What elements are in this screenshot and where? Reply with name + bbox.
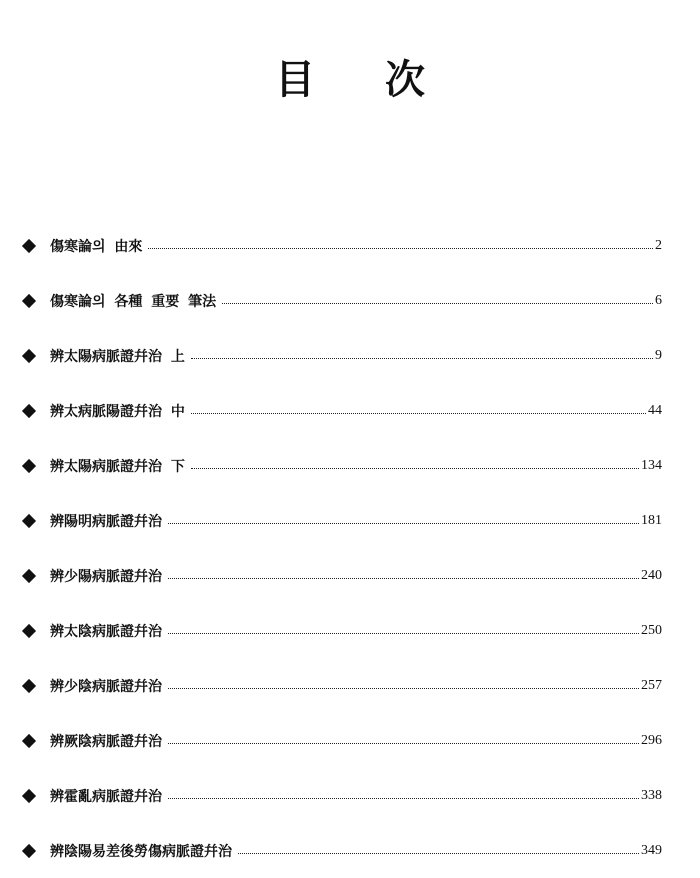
toc-entry-page: 44 bbox=[648, 402, 662, 418]
toc-entry[interactable] bbox=[22, 823, 662, 878]
dot-leader bbox=[191, 468, 639, 469]
toc-entry[interactable] bbox=[22, 603, 662, 658]
toc-entry-title: 辨少陰病脈證幷治 bbox=[50, 678, 162, 695]
toc-entry[interactable] bbox=[22, 713, 662, 768]
toc-entry[interactable] bbox=[22, 548, 662, 603]
dot-leader bbox=[191, 413, 646, 414]
toc-entry[interactable] bbox=[22, 328, 662, 383]
dot-leader bbox=[168, 688, 639, 689]
toc-entry-page: 9 bbox=[655, 347, 662, 363]
toc-entry-page: 240 bbox=[641, 567, 662, 583]
toc-entry[interactable] bbox=[22, 438, 662, 493]
dot-leader bbox=[222, 303, 653, 304]
toc-entry-page: 2 bbox=[655, 237, 662, 253]
dot-leader bbox=[168, 633, 639, 634]
diamond-bullet-icon bbox=[22, 568, 36, 582]
toc-entry-title: 辨太陽病脈證幷治 上 bbox=[50, 348, 185, 365]
dot-leader bbox=[168, 798, 639, 799]
toc-entry-page: 250 bbox=[641, 622, 662, 638]
toc-entry[interactable] bbox=[22, 218, 662, 273]
toc-entry[interactable] bbox=[22, 383, 662, 438]
diamond-bullet-icon bbox=[22, 513, 36, 527]
diamond-bullet-icon bbox=[22, 788, 36, 802]
page-title: 目次 bbox=[275, 56, 495, 103]
toc-entry-title: 辨少陽病脈證幷治 bbox=[50, 568, 162, 585]
toc-entry-title: 辨太陰病脈證幷治 bbox=[50, 623, 162, 640]
toc-entry-title: 辨霍亂病脈證幷治 bbox=[50, 788, 162, 805]
dot-leader bbox=[168, 743, 639, 744]
dot-leader bbox=[168, 578, 639, 579]
toc-entry-page: 338 bbox=[641, 787, 662, 803]
dot-leader bbox=[148, 248, 653, 249]
dot-leader bbox=[191, 358, 653, 359]
toc-entry[interactable] bbox=[22, 658, 662, 713]
diamond-bullet-icon bbox=[22, 348, 36, 362]
diamond-bullet-icon bbox=[22, 403, 36, 417]
diamond-bullet-icon bbox=[22, 733, 36, 747]
diamond-bullet-icon bbox=[22, 238, 36, 252]
dot-leader bbox=[168, 523, 639, 524]
toc-entry[interactable] bbox=[22, 768, 662, 823]
toc-entry-title: 辨陽明病脈證幷治 bbox=[50, 513, 162, 530]
diamond-bullet-icon bbox=[22, 678, 36, 692]
toc-entry-page: 134 bbox=[641, 457, 662, 473]
dot-leader bbox=[238, 853, 639, 854]
toc-entry-page: 181 bbox=[641, 512, 662, 528]
toc-entry-title: 辨厥陰病脈證幷治 bbox=[50, 733, 162, 750]
toc-entry-title: 傷寒論의 各種 重要 筆法 bbox=[50, 293, 217, 310]
toc-entry-page: 349 bbox=[641, 842, 662, 858]
toc-entry-title: 辨太病脈陽證幷治 中 bbox=[50, 403, 185, 420]
toc-entry-page: 296 bbox=[641, 732, 662, 748]
diamond-bullet-icon bbox=[22, 458, 36, 472]
toc-entry[interactable] bbox=[22, 273, 662, 328]
toc-entry-page: 257 bbox=[641, 677, 662, 693]
toc-entry-title: 辨陰陽易差後勞傷病脈證幷治 bbox=[50, 843, 232, 860]
diamond-bullet-icon bbox=[22, 843, 36, 857]
toc-entry[interactable] bbox=[22, 493, 662, 548]
diamond-bullet-icon bbox=[22, 623, 36, 637]
toc-entry-page: 6 bbox=[655, 292, 662, 308]
toc-entry-title: 傷寒論의 由來 bbox=[50, 238, 143, 255]
toc-entry-title: 辨太陽病脈證幷治 下 bbox=[50, 458, 185, 475]
diamond-bullet-icon bbox=[22, 293, 36, 307]
table-of-contents bbox=[22, 218, 662, 878]
